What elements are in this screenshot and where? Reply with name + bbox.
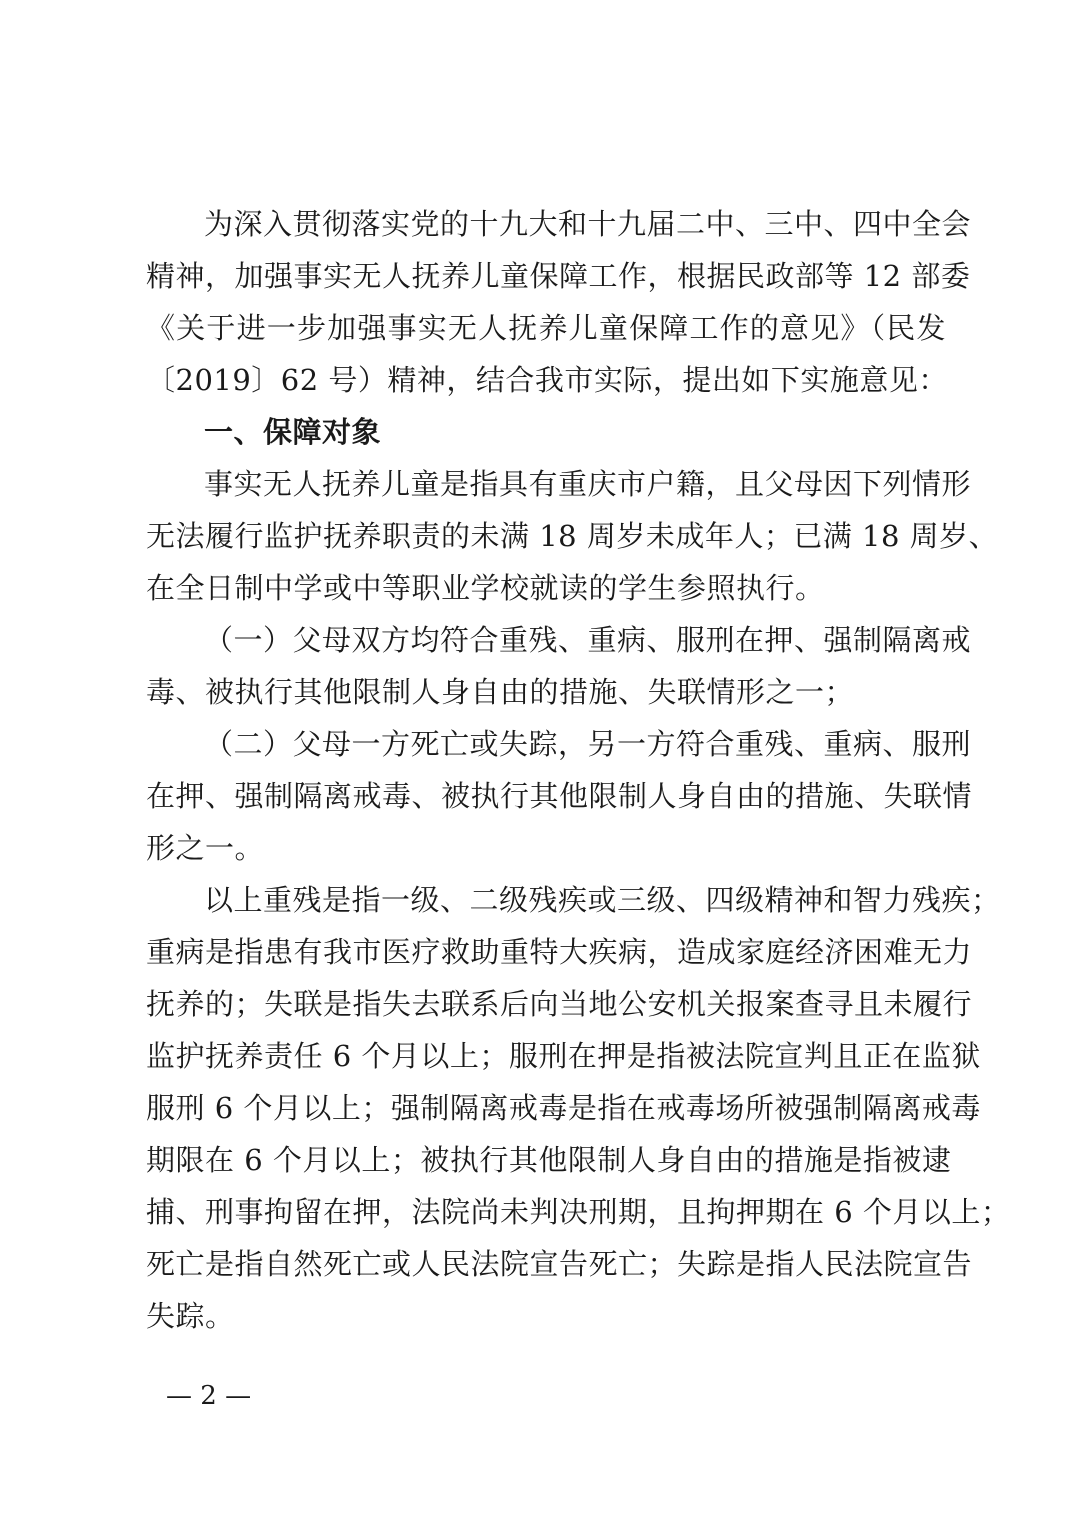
paragraph-line: 重病是指患有我市医疗救助重特大疾病，造成家庭经济困难无力 [146, 935, 973, 969]
paragraph-line: 死亡是指自然死亡或人民法院宣告死亡；失踪是指人民法院宣告 [146, 1247, 973, 1281]
paragraph-line: 抚养的；失联是指失去联系后向当地公安机关报案查寻且未履行 [146, 987, 973, 1021]
section-heading: 一、保障对象 [204, 415, 382, 449]
paragraph-line: 事实无人抚养儿童是指具有重庆市户籍，且父母因下列情形 [204, 467, 972, 501]
paragraph-line: 《关于进一步加强事实无人抚养儿童保障工作的意见》（民发 [146, 311, 946, 345]
list-item-line: 毒、被执行其他限制人身自由的措施、失联情形之一； [146, 675, 855, 709]
paragraph-line: 失踪。 [146, 1299, 235, 1333]
paragraph-line: 以上重残是指一级、二级残疾或三级、四级精神和智力残疾； [204, 883, 1001, 917]
paragraph-line: 〔2019〕62 号）精神，结合我市实际，提出如下实施意见： [146, 363, 948, 397]
paragraph-line: 为深入贯彻落实党的十九大和十九届二中、三中、四中全会 [204, 207, 972, 241]
paragraph-line: 服刑 6 个月以上；强制隔离戒毒是指在戒毒场所被强制隔离戒毒 [146, 1091, 981, 1125]
paragraph-line: 无法履行监护抚养职责的未满 18 周岁未成年人；已满 18 周岁、 [146, 519, 999, 553]
list-item-line: 在押、强制隔离戒毒、被执行其他限制人身自由的措施、失联情 [146, 779, 973, 813]
paragraph-line: 在全日制中学或中等职业学校就读的学生参照执行。 [146, 571, 825, 605]
paragraph-line: 精神，加强事实无人抚养儿童保障工作，根据民政部等 12 部委 [146, 259, 971, 293]
paragraph-line: 期限在 6 个月以上；被执行其他限制人身自由的措施是指被逮 [146, 1143, 952, 1177]
paragraph-line: 捕、刑事拘留在押，法院尚未判决刑期，且拘押期在 6 个月以上； [146, 1195, 1011, 1229]
page-number: — 2 — [166, 1381, 252, 1411]
paragraph-line: 监护抚养责任 6 个月以上；服刑在押是指被法院宣判且正在监狱 [146, 1039, 981, 1073]
list-item-line: （一）父母双方均符合重残、重病、服刑在押、强制隔离戒 [204, 623, 972, 657]
list-item-line: （二）父母一方死亡或失踪，另一方符合重残、重病、服刑 [204, 727, 972, 761]
list-item-line: 形之一。 [146, 831, 265, 865]
